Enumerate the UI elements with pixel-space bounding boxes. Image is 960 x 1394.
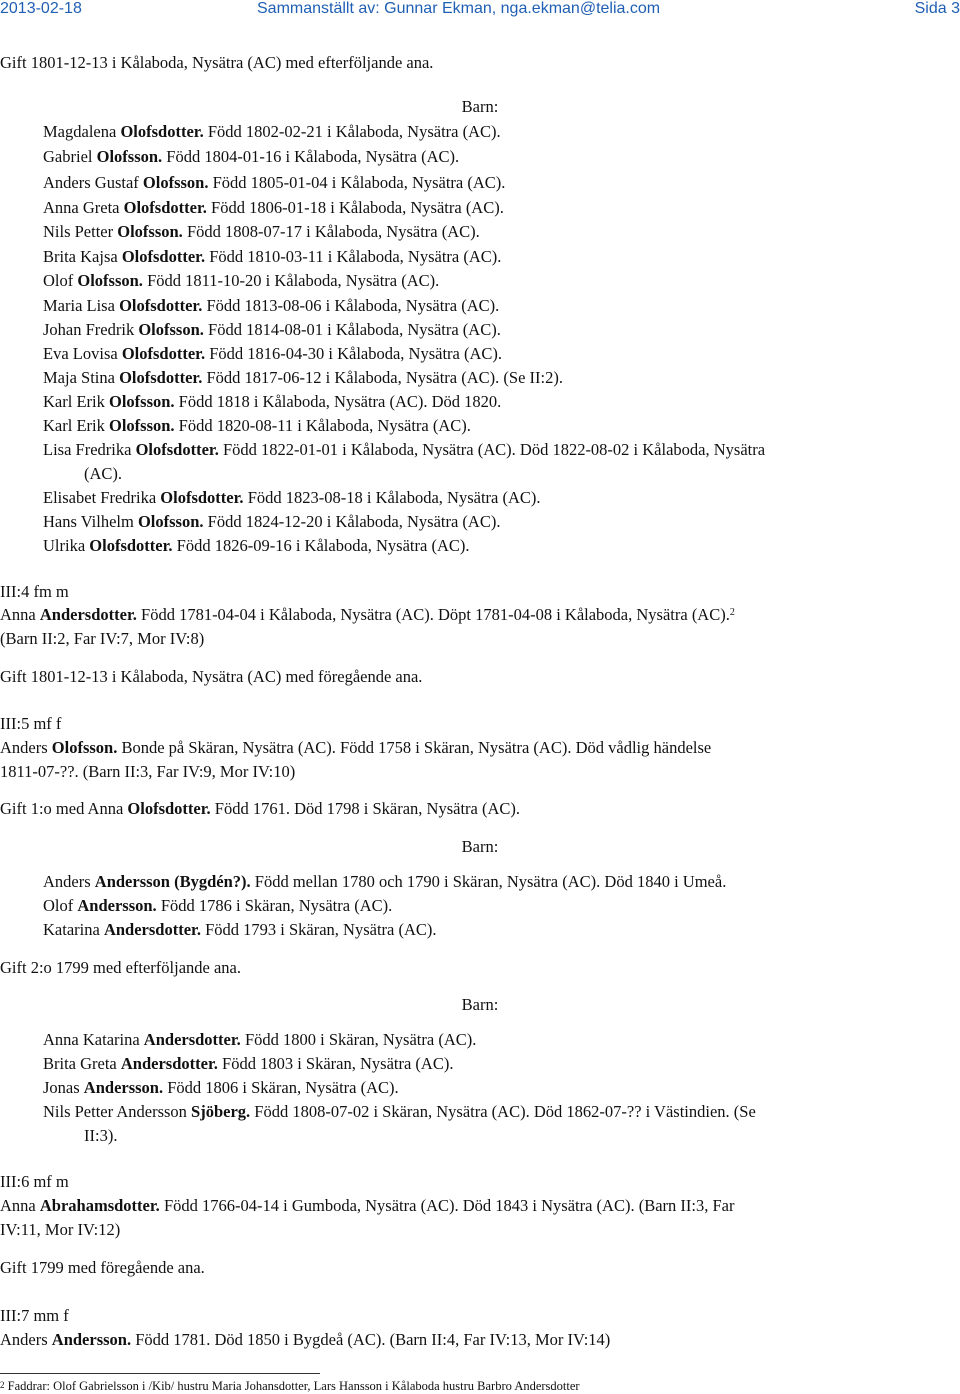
footnote-text: Faddrar: Olof Gabrielsson i /Kib/ hustru Maria Johansdotter, Lars Hansson i Kålaboda hustru Barbro Andersdotter [7, 1379, 580, 1393]
text-span: III:5 mf f [0, 714, 62, 733]
text-line [0, 799, 520, 819]
surname: Olofsson. [108, 392, 175, 411]
text-line [0, 1172, 69, 1192]
text-span: Född 1761. Död 1798 i Skäran, Nysätra (AC). [210, 799, 521, 818]
text-span: Brita Greta [43, 1054, 121, 1073]
barn-heading [0, 97, 960, 117]
text-line [43, 488, 541, 508]
text-span: 1811-07-??. (Barn II:3, Far IV:9, Mor IV:10) [0, 762, 296, 781]
surname: Olofsson. [117, 222, 183, 241]
surname: Olofsson. [51, 738, 118, 757]
text-span: Barn: [461, 837, 499, 856]
footnote-ref: 2 [729, 607, 735, 618]
text-span: Karl Erik [43, 416, 109, 435]
surname: Olofsson. [96, 147, 163, 166]
text-span: Född 1800 i Skäran, Nysätra (AC). [240, 1030, 477, 1049]
text-span: Född 1822-01-01 i Kålaboda, Nysätra (AC). Död 1822-08-02 i Kålaboda, Nysätra [218, 440, 766, 459]
text-span: Född 1820-08-11 i Kålaboda, Nysätra (AC). [174, 416, 471, 435]
text-span: Nils Petter [43, 222, 118, 241]
footnote [0, 1378, 580, 1394]
surname: Andersson. [51, 1330, 132, 1349]
text-span: Född 1818 i Kålaboda, Nysätra (AC). Död 1820. [174, 392, 502, 411]
page-header [0, 0, 960, 20]
text-line [43, 296, 499, 316]
text-span: Katarina [43, 920, 104, 939]
surname: Olofsson. [137, 512, 204, 531]
barn-heading [0, 837, 960, 857]
text-span: Född 1823-08-18 i Kålaboda, Nysätra (AC). [243, 488, 541, 507]
surname: Olofsdotter. [160, 488, 244, 507]
text-span: (Barn II:2, Far IV:7, Mor IV:8) [0, 629, 205, 648]
text-span: III:7 mm f [0, 1306, 69, 1325]
text-span: Gabriel [43, 147, 97, 166]
footnote-marker: 2 [0, 1380, 5, 1390]
text-span: Född 1802-02-21 i Kålaboda, Nysätra (AC). [203, 122, 501, 141]
text-span: II:3). [84, 1126, 118, 1145]
text-line [0, 958, 241, 978]
text-span: Maja Stina [43, 368, 120, 387]
text-line [43, 222, 480, 242]
text-span: Född 1824-12-20 i Kålaboda, Nysätra (AC). [203, 512, 501, 531]
header-compiler: Sammanställt av: Gunnar Ekman, nga.ekman@telia.com [257, 0, 661, 17]
surname: Andersdotter. [39, 605, 137, 624]
text-span: Anders [0, 738, 52, 757]
text-span: Anna Katarina [43, 1030, 144, 1049]
surname: Olofsdotter. [120, 122, 204, 141]
text-span: Född 1811-10-20 i Kålaboda, Nysätra (AC). [142, 271, 440, 290]
text-span: Elisabet Fredrika [43, 488, 161, 507]
text-line [43, 896, 392, 916]
surname: Olofsson. [77, 271, 143, 290]
text-span: III:6 mf m [0, 1172, 69, 1191]
text-span: Olof [43, 896, 78, 915]
text-span: Född 1810-03-11 i Kålaboda, Nysätra (AC). [205, 247, 502, 266]
text-span: Anders [0, 1330, 52, 1349]
text-line [43, 344, 502, 364]
surname: Olofsson. [108, 416, 175, 435]
text-line [84, 464, 122, 484]
text-line [84, 1126, 117, 1146]
surname: Andersdotter. [143, 1030, 241, 1049]
text-line [0, 714, 61, 734]
text-span: Född 1806 i Skäran, Nysätra (AC). [163, 1078, 399, 1097]
surname: Andersson. [77, 896, 157, 915]
text-span: Hans Vilhelm [43, 512, 138, 531]
text-line [43, 1078, 399, 1098]
text-line [43, 1030, 476, 1050]
text-span: Gift 1801-12-13 i Kålaboda, Nysätra (AC) med föregående ana. [0, 667, 423, 686]
text-span: Född 1781. Död 1850 i Bygdeå (AC). (Barn II:4, Far IV:13, Mor IV:14) [131, 1330, 611, 1349]
text-span: Maria Lisa [43, 296, 120, 315]
text-span: Barn: [461, 97, 499, 116]
text-span: Född 1805-01-04 i Kålaboda, Nysätra (AC). [208, 173, 506, 192]
text-span: Född 1816-04-30 i Kålaboda, Nysätra (AC). [205, 344, 503, 363]
surname: Olofsdotter. [127, 799, 211, 818]
text-span: Född 1806-01-18 i Kålaboda, Nysätra (AC). [206, 198, 504, 217]
surname: Sjöberg. [191, 1102, 251, 1121]
surname: Andersdotter. [120, 1054, 218, 1073]
text-span: Född 1766-04-14 i Gumboda, Nysätra (AC). Död 1843 i Nysätra (AC). (Barn II:3, Far [159, 1196, 735, 1215]
surname: Olofsdotter. [121, 344, 206, 363]
text-span: Anders Gustaf [43, 173, 143, 192]
text-line [0, 1220, 120, 1240]
text-span: Gift 1801-12-13 i Kålaboda, Nysätra (AC) med efterföljande ana. [0, 53, 434, 72]
text-span: Född 1803 i Skäran, Nysätra (AC). [217, 1054, 454, 1073]
surname: Olofsdotter. [135, 440, 219, 459]
header-page-number: Sida 3 [914, 0, 960, 17]
text-line [43, 920, 437, 940]
text-line [43, 416, 471, 436]
text-line [0, 582, 69, 602]
text-line [0, 1196, 734, 1216]
surname: Andersdotter. [103, 920, 201, 939]
text-span: Gift 1:o med Anna [0, 799, 128, 818]
surname: Olofsson. [142, 173, 209, 192]
text-span: Bonde på Skäran, Nysätra (AC). Född 1758 i Skäran, Nysätra (AC). Död vådlig händelse [117, 738, 712, 757]
barn-heading [0, 995, 960, 1015]
text-span: (AC). [84, 464, 123, 483]
surname: Olofsdotter. [119, 296, 203, 315]
text-line [43, 247, 501, 267]
text-span: Född 1793 i Skäran, Nysätra (AC). [200, 920, 437, 939]
text-line [43, 147, 459, 167]
surname: Olofsdotter. [119, 368, 203, 387]
text-span: Född 1808-07-17 i Kålaboda, Nysätra (AC). [182, 222, 480, 241]
surname: Olofsdotter. [123, 198, 207, 217]
footnote-rule [0, 1373, 320, 1374]
text-span: Anders [43, 872, 95, 891]
text-span: Född 1808-07-02 i Skäran, Nysätra (AC). Död 1862-07-?? i Västindien. (Se [250, 1102, 756, 1121]
text-line [0, 53, 433, 73]
surname: Abrahamsdotter. [39, 1196, 160, 1215]
text-span: Född 1817-06-12 i Kålaboda, Nysätra (AC). (Se II:2). [202, 368, 563, 387]
text-span: Född 1781-04-04 i Kålaboda, Nysätra (AC). Döpt 1781-04-08 i Kålaboda, Nysätra (AC). [136, 605, 730, 624]
text-line [43, 198, 504, 218]
text-span: Eva Lovisa [43, 344, 122, 363]
surname: Andersson (Bygdén?). [94, 872, 251, 891]
text-line [43, 392, 501, 412]
text-span: III:4 fm m [0, 582, 69, 601]
text-span: Född 1826-09-16 i Kålaboda, Nysätra (AC). [172, 536, 470, 555]
text-span: Jonas [43, 1078, 84, 1097]
text-span: Född 1814-08-01 i Kålaboda, Nysätra (AC). [203, 320, 501, 339]
text-line [43, 872, 726, 892]
text-span: Född mellan 1780 och 1790 i Skäran, Nysätra (AC). Död 1840 i Umeå. [250, 872, 727, 891]
surname: Andersson. [83, 1078, 164, 1097]
text-span: Född 1813-08-06 i Kålaboda, Nysätra (AC). [202, 296, 500, 315]
text-line [0, 667, 422, 687]
surname: Olofsdotter. [121, 247, 206, 266]
text-line [0, 1306, 69, 1326]
text-line [0, 738, 711, 758]
text-line [43, 440, 765, 460]
text-line [43, 368, 563, 388]
text-line [43, 320, 501, 340]
text-line [43, 1102, 756, 1122]
text-span: IV:11, Mor IV:12) [0, 1220, 121, 1239]
text-line [43, 122, 501, 142]
text-span: Lisa Fredrika [43, 440, 136, 459]
surname: Olofsson. [138, 320, 204, 339]
text-line [0, 1330, 610, 1350]
text-span: Magdalena [43, 122, 121, 141]
text-span: Nils Petter Andersson [43, 1102, 192, 1121]
text-span: Anna [0, 1196, 40, 1215]
text-line [43, 536, 470, 556]
text-line [0, 1258, 205, 1278]
text-span: Född 1786 i Skäran, Nysätra (AC). [156, 896, 393, 915]
text-span: Ulrika [43, 536, 90, 555]
text-span: Johan Fredrik [43, 320, 139, 339]
text-line [43, 271, 439, 291]
text-span: Anna [0, 605, 40, 624]
text-line [43, 173, 505, 193]
text-line [0, 605, 735, 625]
text-line [0, 762, 295, 782]
text-span: Olof [43, 271, 78, 290]
text-span: Född 1804-01-16 i Kålaboda, Nysätra (AC). [162, 147, 460, 166]
header-date: 2013-02-18 [0, 0, 82, 17]
text-span: Gift 1799 med föregående ana. [0, 1258, 205, 1277]
text-line [43, 1054, 453, 1074]
text-span: Barn: [461, 995, 499, 1014]
text-line [43, 512, 500, 532]
surname: Olofsdotter. [89, 536, 173, 555]
text-span: Karl Erik [43, 392, 109, 411]
text-span: Gift 2:o 1799 med efterföljande ana. [0, 958, 241, 977]
text-span: Brita Kajsa [43, 247, 122, 266]
text-span: Anna Greta [43, 198, 124, 217]
text-line [0, 629, 204, 649]
